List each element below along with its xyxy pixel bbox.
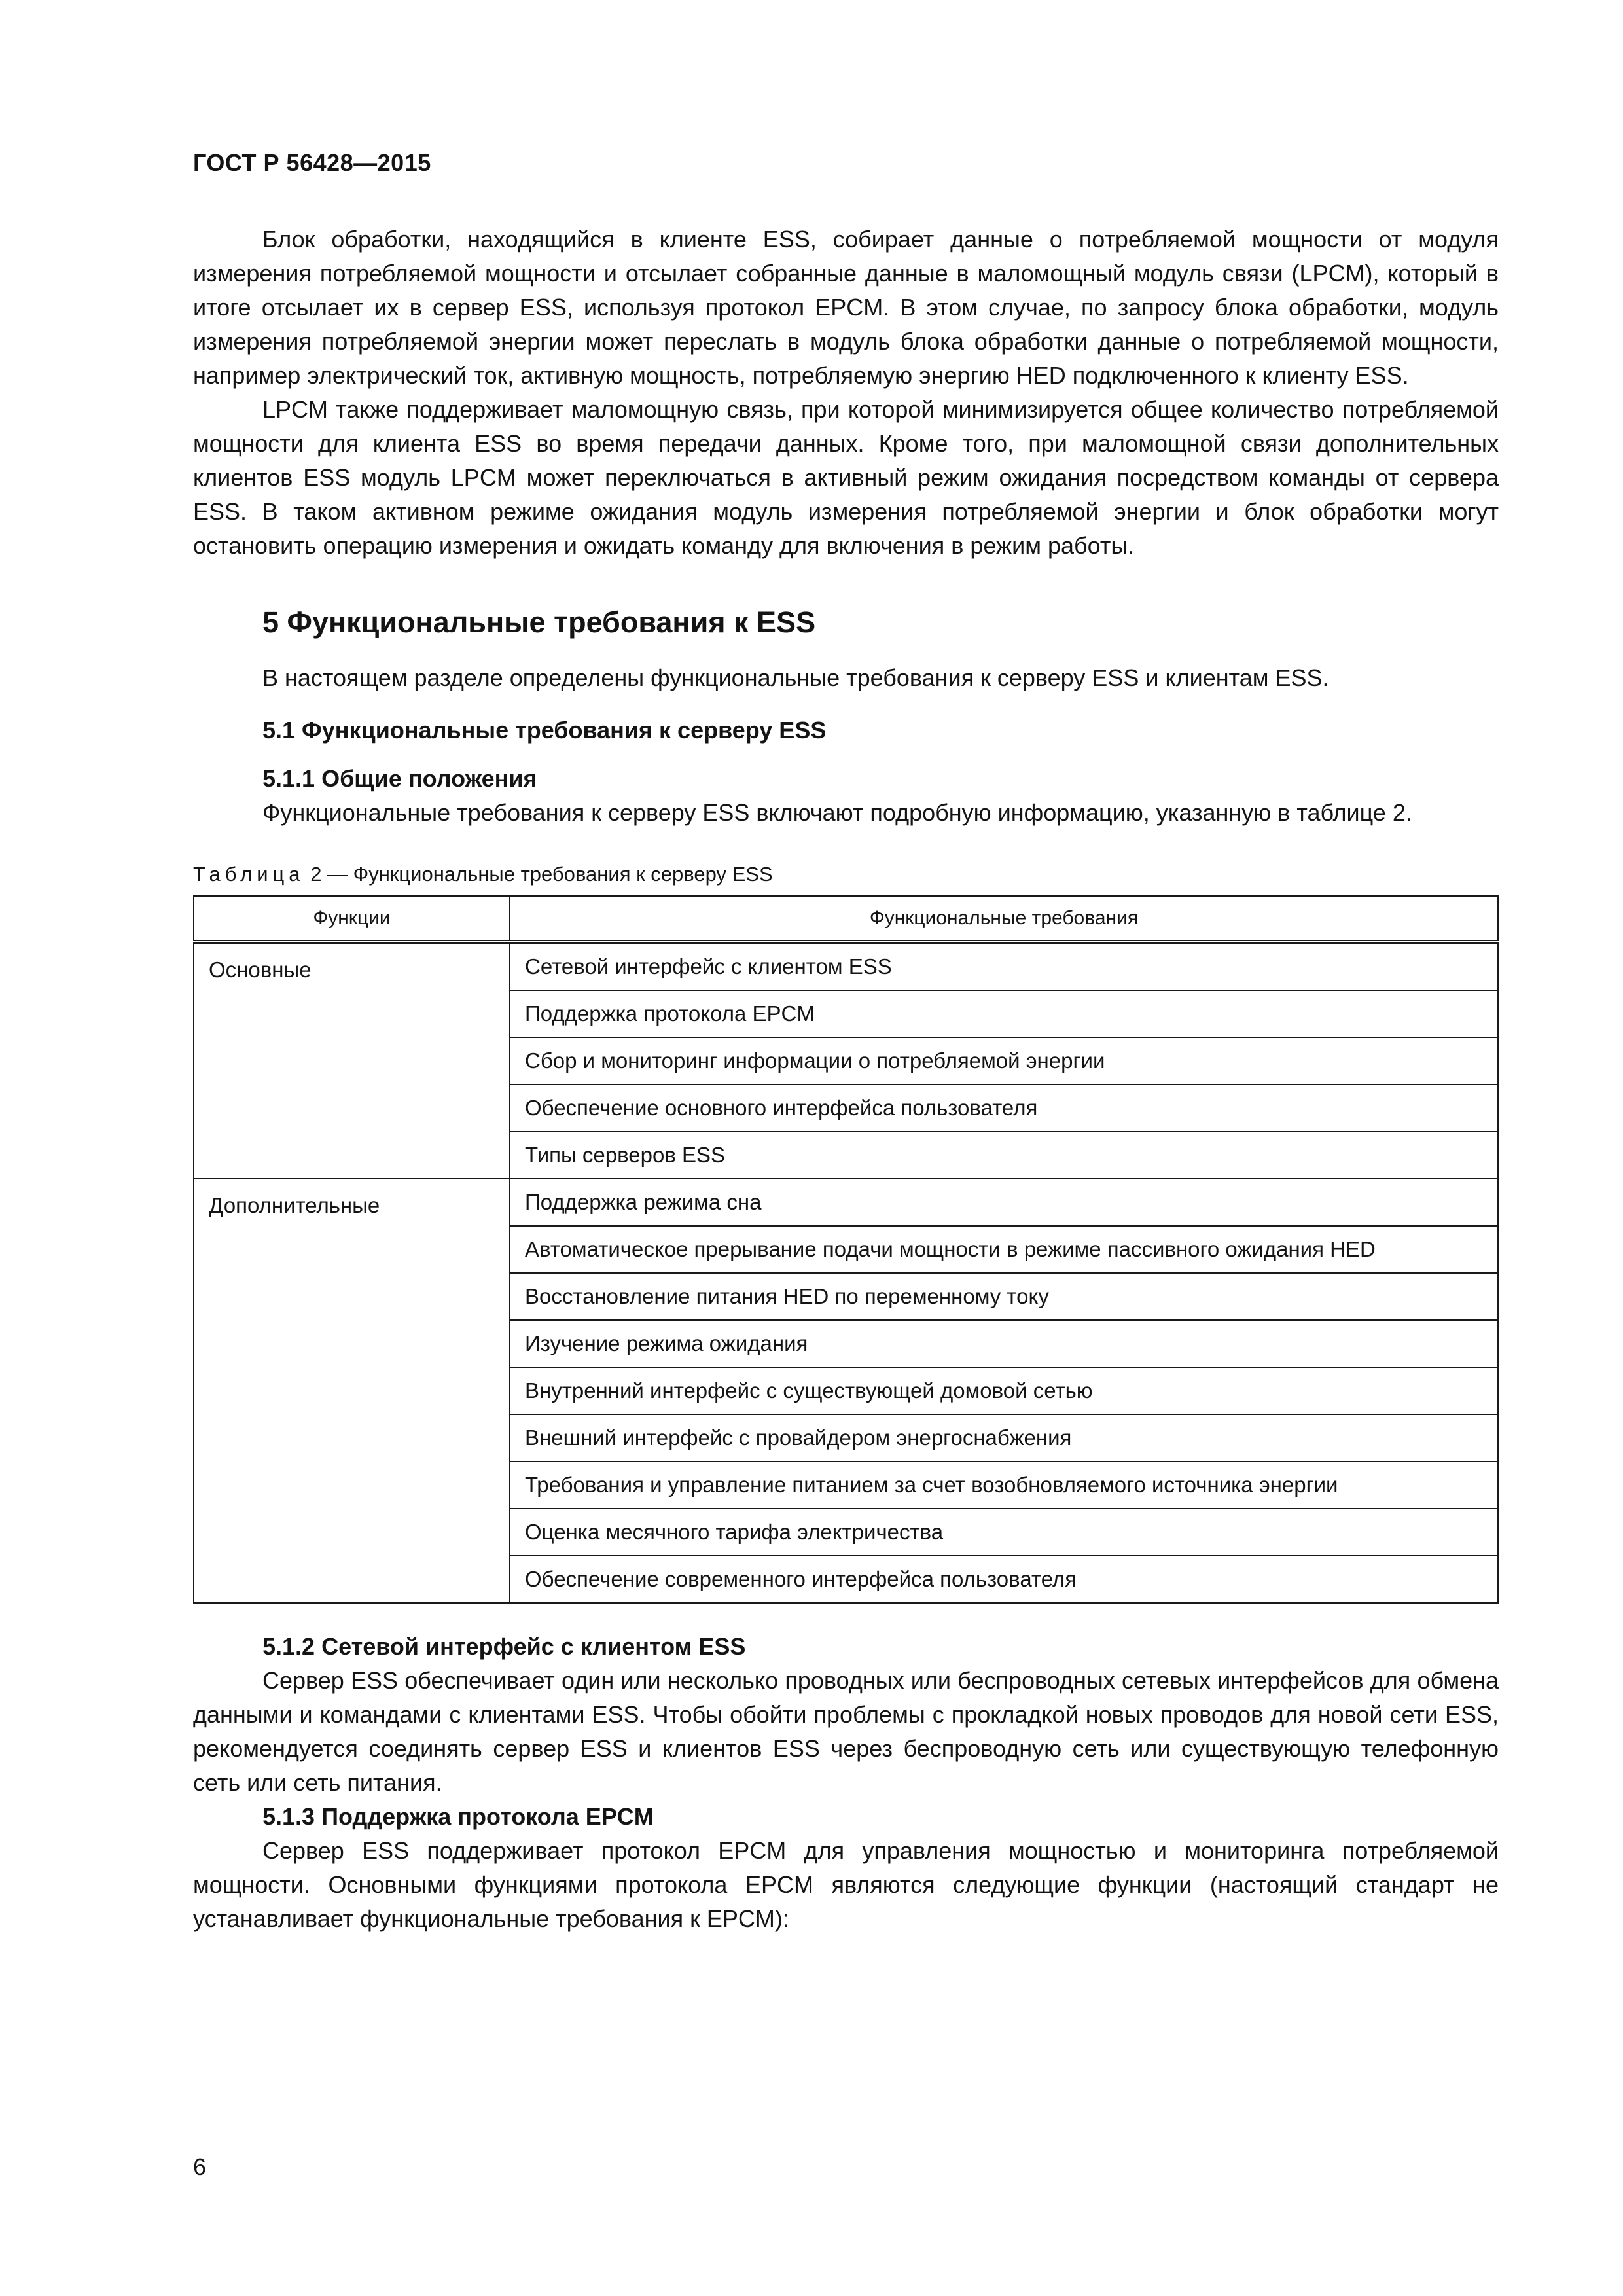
column-header-functions: Функции xyxy=(194,896,510,942)
requirement-cell: Поддержка режима сна xyxy=(510,1179,1498,1226)
table-header-row xyxy=(194,896,1498,942)
section-5-1-2-title: 5.1.2 Сетевой интерфейс с клиентом ESS xyxy=(262,1633,746,1660)
requirement-cell: Оценка месячного тарифа электричества xyxy=(510,1509,1498,1556)
requirement-cell: Поддержка протокола EPCM xyxy=(510,990,1498,1037)
requirement-cell: Сбор и мониторинг информации о потребляемой энергии xyxy=(510,1037,1498,1085)
page-number: 6 xyxy=(193,2153,207,2180)
requirement-cell: Обеспечение современного интерфейса пользователя xyxy=(510,1556,1498,1603)
section-5-1-2-text: Сервер ESS обеспечивает один или несколько проводных или беспроводных сетевых интерфейсов для обмена данными и командами с клиентами ESS. Чтобы обойти проблемы с прокладкой новых проводов для новой сети ESS, рекомендуется соединять сервер ESS и клиентов ESS через беспроводную сеть или существующую телефонную сеть или сеть питания. xyxy=(193,1667,1499,1796)
requirement-cell: Обеспечение основного интерфейса пользователя xyxy=(510,1085,1498,1132)
table-caption-label: Таблица xyxy=(193,863,305,886)
column-header-requirements: Функциональные требования xyxy=(510,896,1498,942)
requirement-cell: Изучение режима ожидания xyxy=(510,1320,1498,1367)
table-caption xyxy=(193,860,1499,889)
requirement-cell: Автоматическое прерывание подачи мощности в режиме пассивного ожидания HED xyxy=(510,1226,1498,1273)
requirement-cell: Внутренний интерфейс с существующей домовой сетью xyxy=(510,1367,1498,1414)
group-basic: Основные xyxy=(194,942,510,1179)
section-5-1-title: 5.1 Функциональные требования к серверу ESS xyxy=(262,717,827,744)
requirement-cell: Восстановление питания HED по переменному току xyxy=(510,1273,1498,1320)
requirements-table xyxy=(193,895,1499,1604)
requirement-cell: Внешний интерфейс с провайдером энергоснабжения xyxy=(510,1414,1498,1462)
requirement-cell: Типы серверов ESS xyxy=(510,1132,1498,1179)
table-caption-text: 2 — Функциональные требования к серверу ESS xyxy=(310,863,773,886)
requirement-cell: Требования и управление питанием за счет возобновляемого источника энергии xyxy=(510,1462,1498,1509)
group-additional: Дополнительные xyxy=(194,1179,510,1603)
requirement-cell: Сетевой интерфейс с клиентом ESS xyxy=(510,942,1498,990)
section-5-intro: В настоящем разделе определены функциональные требования к серверу ESS и клиентам ESS. xyxy=(262,664,1329,691)
table-row xyxy=(194,942,1498,990)
table-row xyxy=(194,1179,1498,1226)
document-code-header: ГОСТ Р 56428—2015 xyxy=(193,149,431,176)
section-5-1-1-title: 5.1.1 Общие положения xyxy=(262,765,537,792)
section-5-title: 5 Функциональные требования к ESS xyxy=(262,605,816,639)
section-5-1-1-text: Функциональные требования к серверу ESS включают подробную информацию, указанную в таблице 2. xyxy=(262,799,1412,826)
page-content xyxy=(193,223,1499,1936)
intro-paragraph-2: LPCM также поддерживает маломощную связь, при которой минимизируется общее количество потребляемой мощности для клиента ESS во время передачи данных. Кроме того, при маломощной связи дополнительных клиентов ESS модуль LPCM может переключаться в активный режим ожидания посредством команды от сервера ESS. В таком активном режиме ожидания модуль измерения потребляемой энергии и блок обработки могут остановить операцию измерения и ожидать команду для включения в режим работы. xyxy=(193,396,1499,559)
section-5-1-3-title: 5.1.3 Поддержка протокола EPCM xyxy=(262,1803,654,1830)
section-5-1-3-text: Сервер ESS поддерживает протокол EPCM для управления мощностью и мониторинга потребляемой мощности. Основными функциями протокола EPCM являются следующие функции (настоящий стандарт не устанавливает функциональные требования к EPCM): xyxy=(193,1837,1499,1932)
intro-paragraph-1: Блок обработки, находящийся в клиенте ESS, собирает данные о потребляемой мощности от модуля измерения потребляемой мощности и отсылает собранные данные в маломощный модуль связи (LPCM), который в итоге отсылает их в сервер ESS, используя протокол EPCM. В этом случае, по запросу блока обработки, модуль измерения потребляемой энергии может переслать в модуль блока обработки данные о потребляемой мощности, например электрический ток, активную мощность, потребляемую энергию HED подключенного к клиенту ESS. xyxy=(193,226,1499,389)
